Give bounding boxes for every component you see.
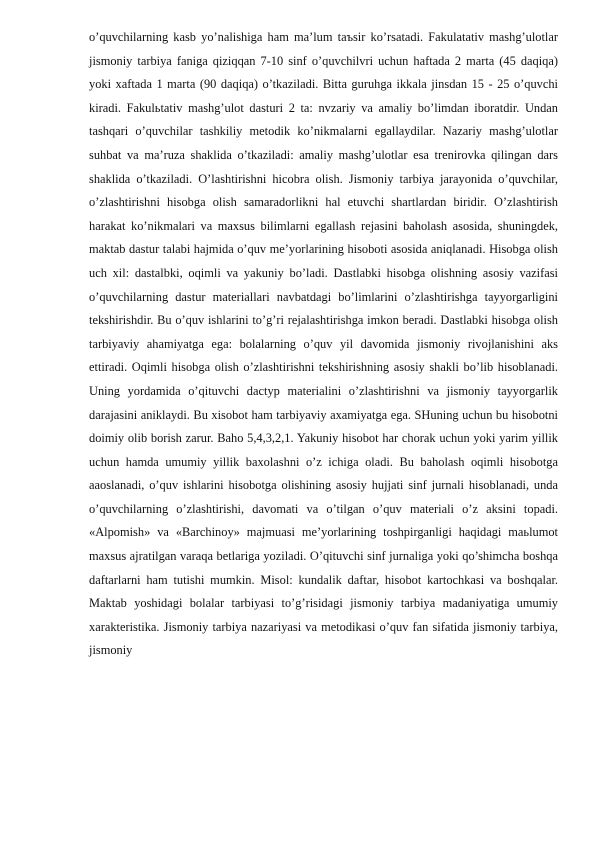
body-paragraph: o’quvchilarning kasb yo’nalishiga ham ma’lum taъsir ko’rsatadi. Fakulatativ mashg’ulotlar jismoniy tarbiya faniga qiziqqan 7-10 sinf o’quvchilvri uchun haftada 2 marta (45 daqiqa) yoki xaftada 1 marta (90 daqiqa) o’tkaziladi. Bitta guruhga ikkala jinsdan 15 - 25 o’quvchi kiradi. Fakulьtativ mashg’ulot dasturi 2 ta: nvzariy va amaliy bo’limdan iboratdir. Undan tashqari o’quvchilar tashkiliy metodik ko’nikmalarni egallaydilar. Nazariy mashg’ulotlar suhbat va ma’ruza shaklida o’tkaziladi: amaliy mashg’ulotlar esa trenirovka qilingan dars shaklida o’tkaziladi. O’lashtirishni hicobra olish. Jismoniy tarbiya jarayonida o’quvchilar, o’zlashtirishni hisobga olish samaradorlikni hal etuvchi shartlardan biridir. O’zlashtirish harakat ko’nikmalari va maxsus bilimlarni egallash rejasini baholash asosida, shuningdek, maktab dastur talabi hajmida o’quv me’yorlarining hisoboti asosida aniqlanadi. Hisobga olish uch xil: dastalbki, oqimli va yakuniy bo’ladi. Dastlabki hisobga olishning asosiy vazifasi o’quvchilarning dastur materiallari navbatdagi bo’limlarini o’zlashtirishga tayyorgarligini tekshirishdir. Bu o’quv ishlarini to’g’ri rejalashtirishga imkon beradi. Dastlabki hisobga olish tarbiyaviy ahamiyatga ega: bolalarning o’quv yil davomida jismoniy rivojlanishini aks ettiradi. Oqimli hisobga olish o’zlashtirishni tekshirishning asosiy shakli bo’lib hisoblanadi. Uning yordamida o’qituvchi dactyp materialini o’zlashtirishni va jismoniy tayyorgarlik darajasini aniklaydi. Bu xisobot ham tarbiyaviy axamiyatga ega. SHuning uchun bu hisobotni doimiy olib borish zarur. Baho 5,4,3,2,1. Yakuniy hisobot har chorak uchun yoki yarim yillik uchun hamda umumiy yillik baxolashni o’z ichiga oladi. Bu baholash oqimli hisobotga aaoslanadi, o’quv ishlarini hisobotga olishining asosiy hujjati sinf jurnali hisoblanadi, unda o’quvchilarning o’zlashtirishi, davomati va o’tilgan o’quv materiali o’z aksini topadi. «Alpomish» va «Barchinoy» majmuasi me’yorlarining toshpirganligi haqidagi maьlumot maxsus ajratilgan varaqa betlariga yoziladi. O’qituvchi sinf jurnaliga yoki qo’shimcha boshqa daftarlarni ham tutishi mumkin. Misol: kundalik daftar, hisobot kartochkasi va boshqalar. Maktab yoshidagi bolalar tarbiyasi to’g’risidagi jismoniy tarbiya madaniyatiga umumiy xarakteristika. Jismoniy tarbiya nazariyasi va metodikasi o’quv fan sifatida jismoniy tarbiya, jismoniy: [89, 30, 558, 658]
body-text-block: [89, 26, 558, 663]
